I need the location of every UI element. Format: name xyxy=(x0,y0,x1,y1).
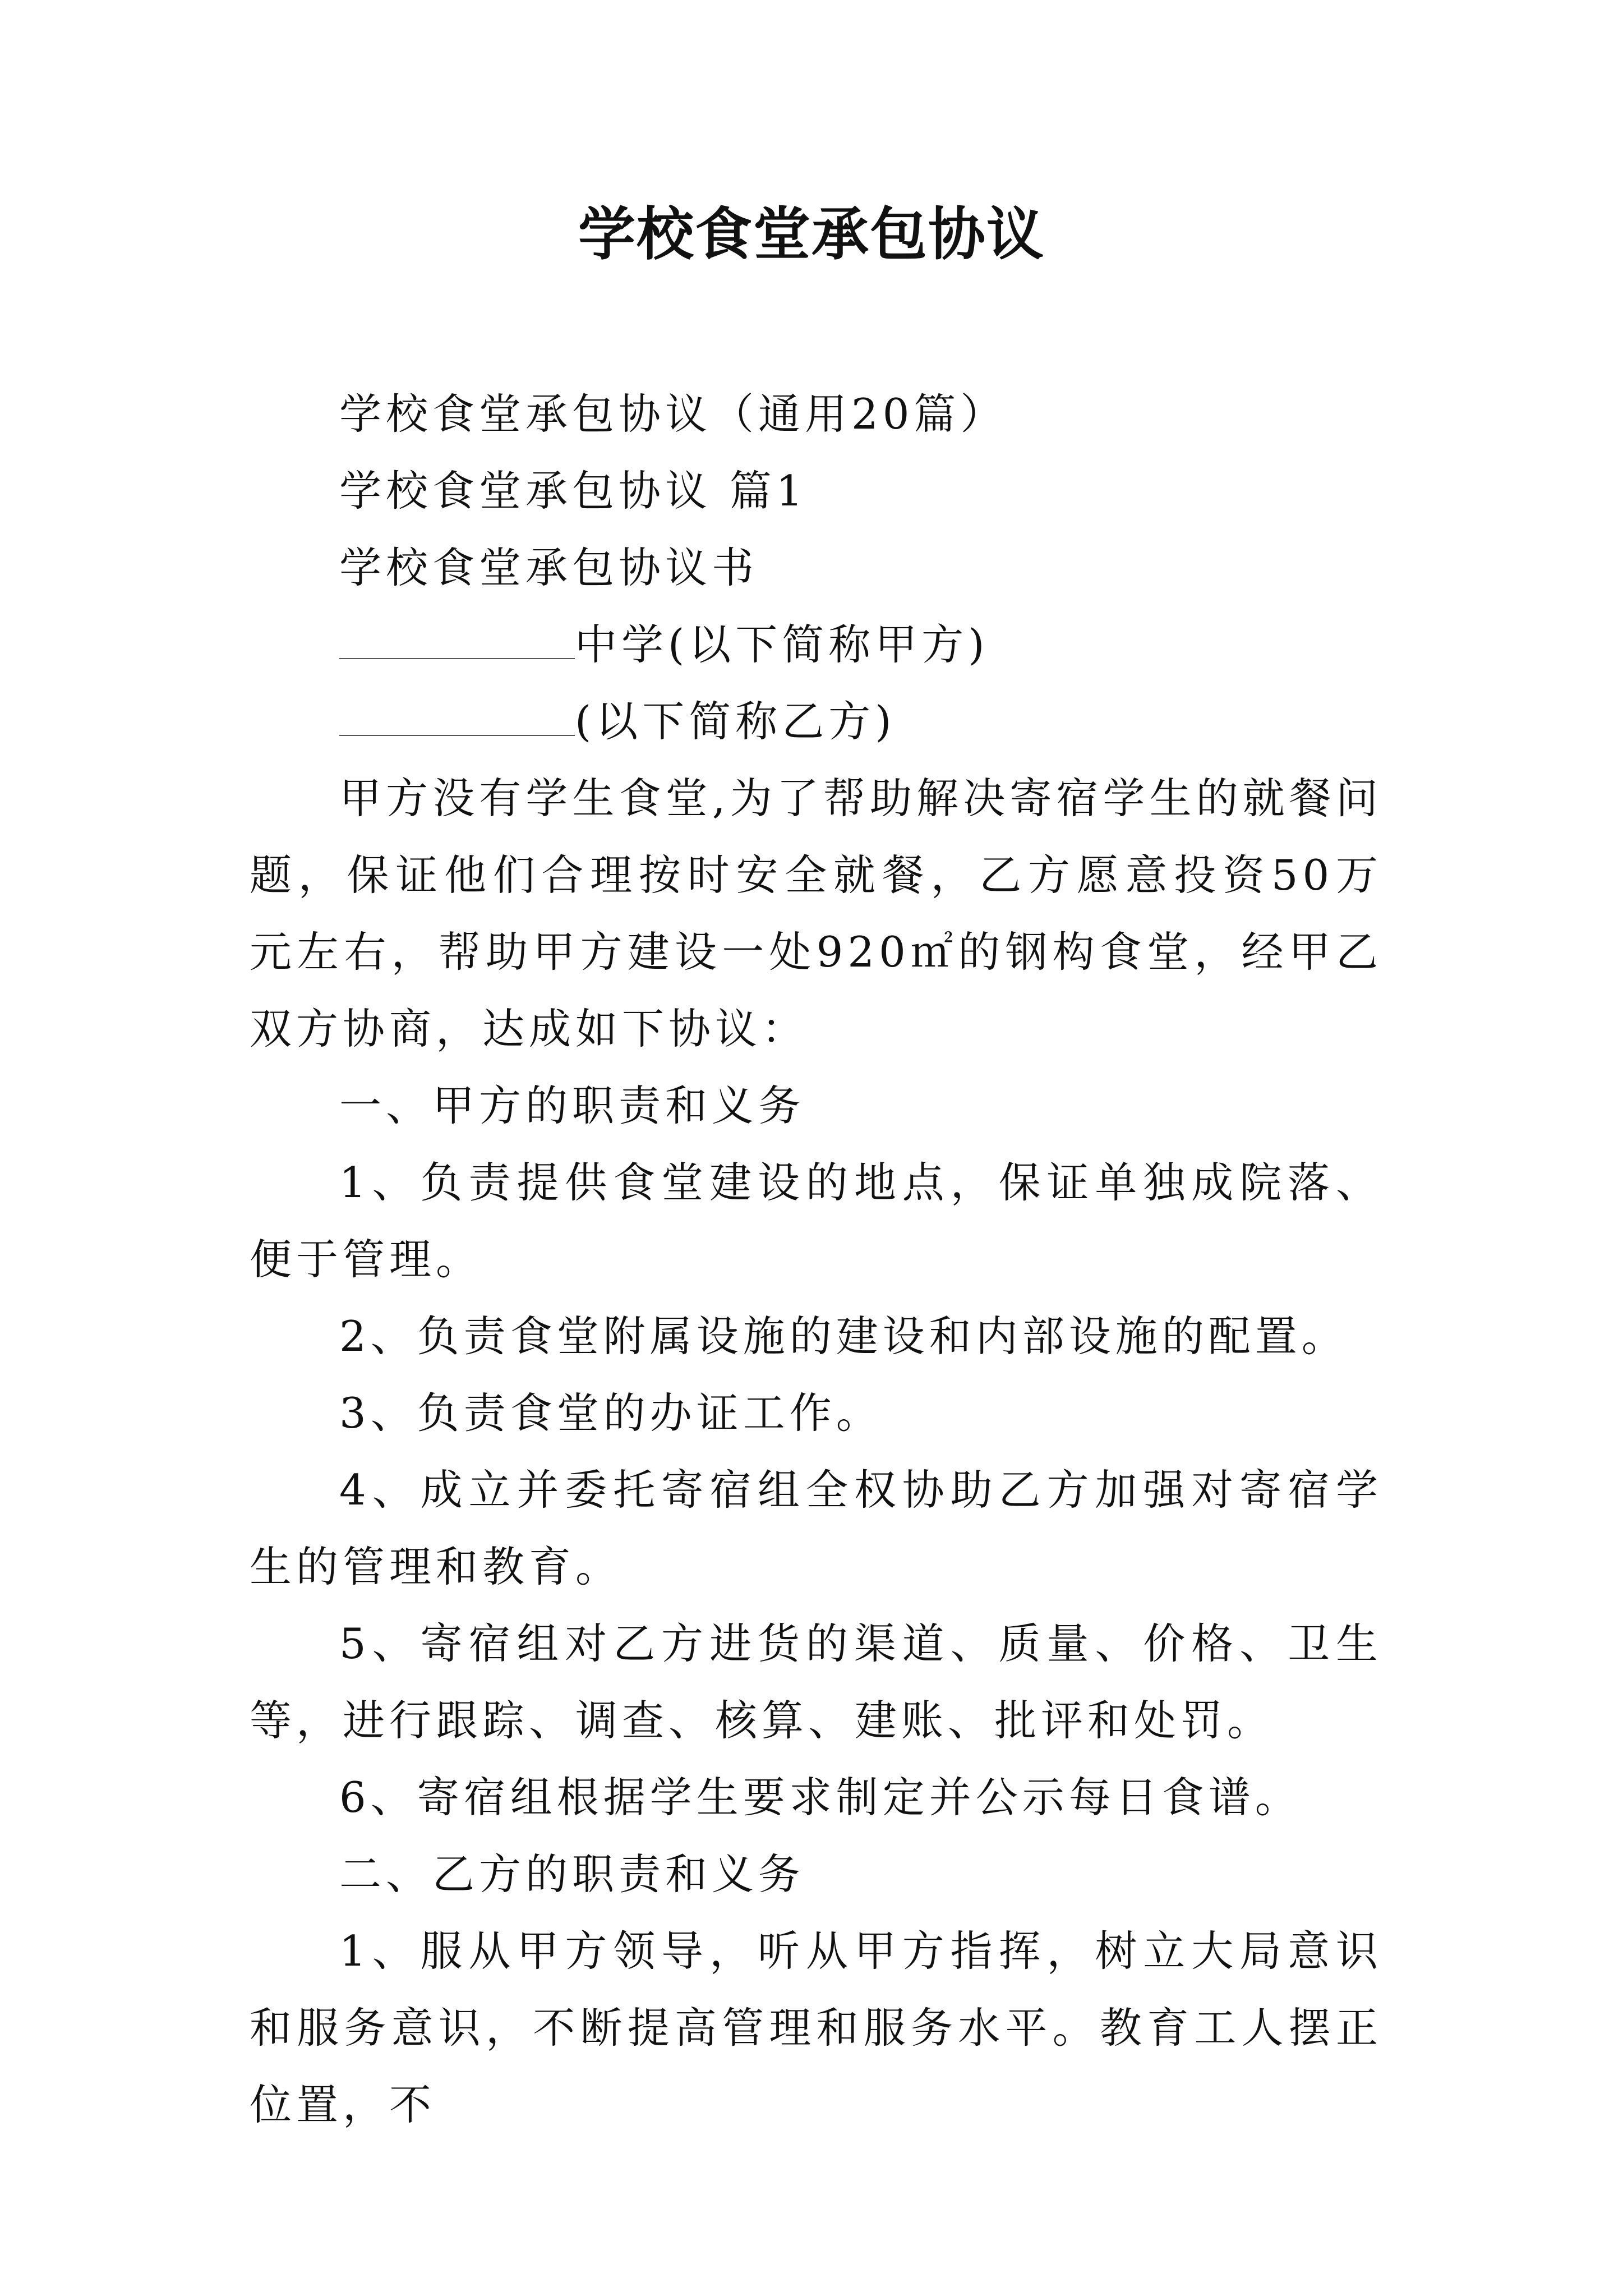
document-title: 学校食堂承包协议 xyxy=(578,201,1045,268)
paragraph-preamble: 甲方没有学生食堂,为了帮助解决寄宿学生的就餐问题，保证他们合理按时安全就餐，乙方愿意投资50万元左右，帮助甲方建设一处920㎡的钢构食堂，经甲乙双方协商，达成如下协议： xyxy=(250,774,1382,1053)
document-body xyxy=(250,376,1382,2143)
paragraph-chapter-heading: 学校食堂承包协议 篇1 xyxy=(339,466,808,516)
clause-a-6: 6、寄宿组根据学生要求制定并公示每日食谱。 xyxy=(339,1773,1302,1822)
paragraph-subtitle: 学校食堂承包协议（通用20篇） xyxy=(339,389,1007,439)
paragraph-party-b xyxy=(250,683,1382,760)
clause-b-1: 1、服从甲方领导，听从甲方指挥，树立大局意识和服务意识，不断提高管理和服务水平。教育工人摆正位置，不 xyxy=(250,1926,1382,2129)
clause-a-1: 1、负责提供食堂建设的地点，保证单独成院落、便于管理。 xyxy=(250,1158,1382,1284)
party-b-text: (以下简称乙方) xyxy=(575,697,896,746)
clause-a-4: 4、成立并委托寄宿组全权协助乙方加强对寄宿学生的管理和教育。 xyxy=(250,1465,1382,1591)
section-heading-party-a: 一、甲方的职责和义务 xyxy=(339,1081,805,1130)
section-heading-party-b: 二、乙方的职责和义务 xyxy=(339,1849,805,1899)
clause-a-3: 3、负责食堂的办证工作。 xyxy=(339,1388,883,1438)
blank-line-party-a xyxy=(339,624,575,659)
blank-line-party-b xyxy=(339,701,575,736)
party-a-text: 中学(以下简称甲方) xyxy=(575,620,989,669)
clause-a-5: 5、寄宿组对乙方进货的渠道、质量、价格、卫生等，进行跟踪、调查、核算、建账、批评和处罚。 xyxy=(250,1619,1382,1745)
clause-a-2: 2、负责食堂附属设施的建设和内部设施的配置。 xyxy=(339,1312,1348,1361)
paragraph-party-a xyxy=(250,606,1382,683)
paragraph-agreement-name: 学校食堂承包协议书 xyxy=(339,543,759,592)
